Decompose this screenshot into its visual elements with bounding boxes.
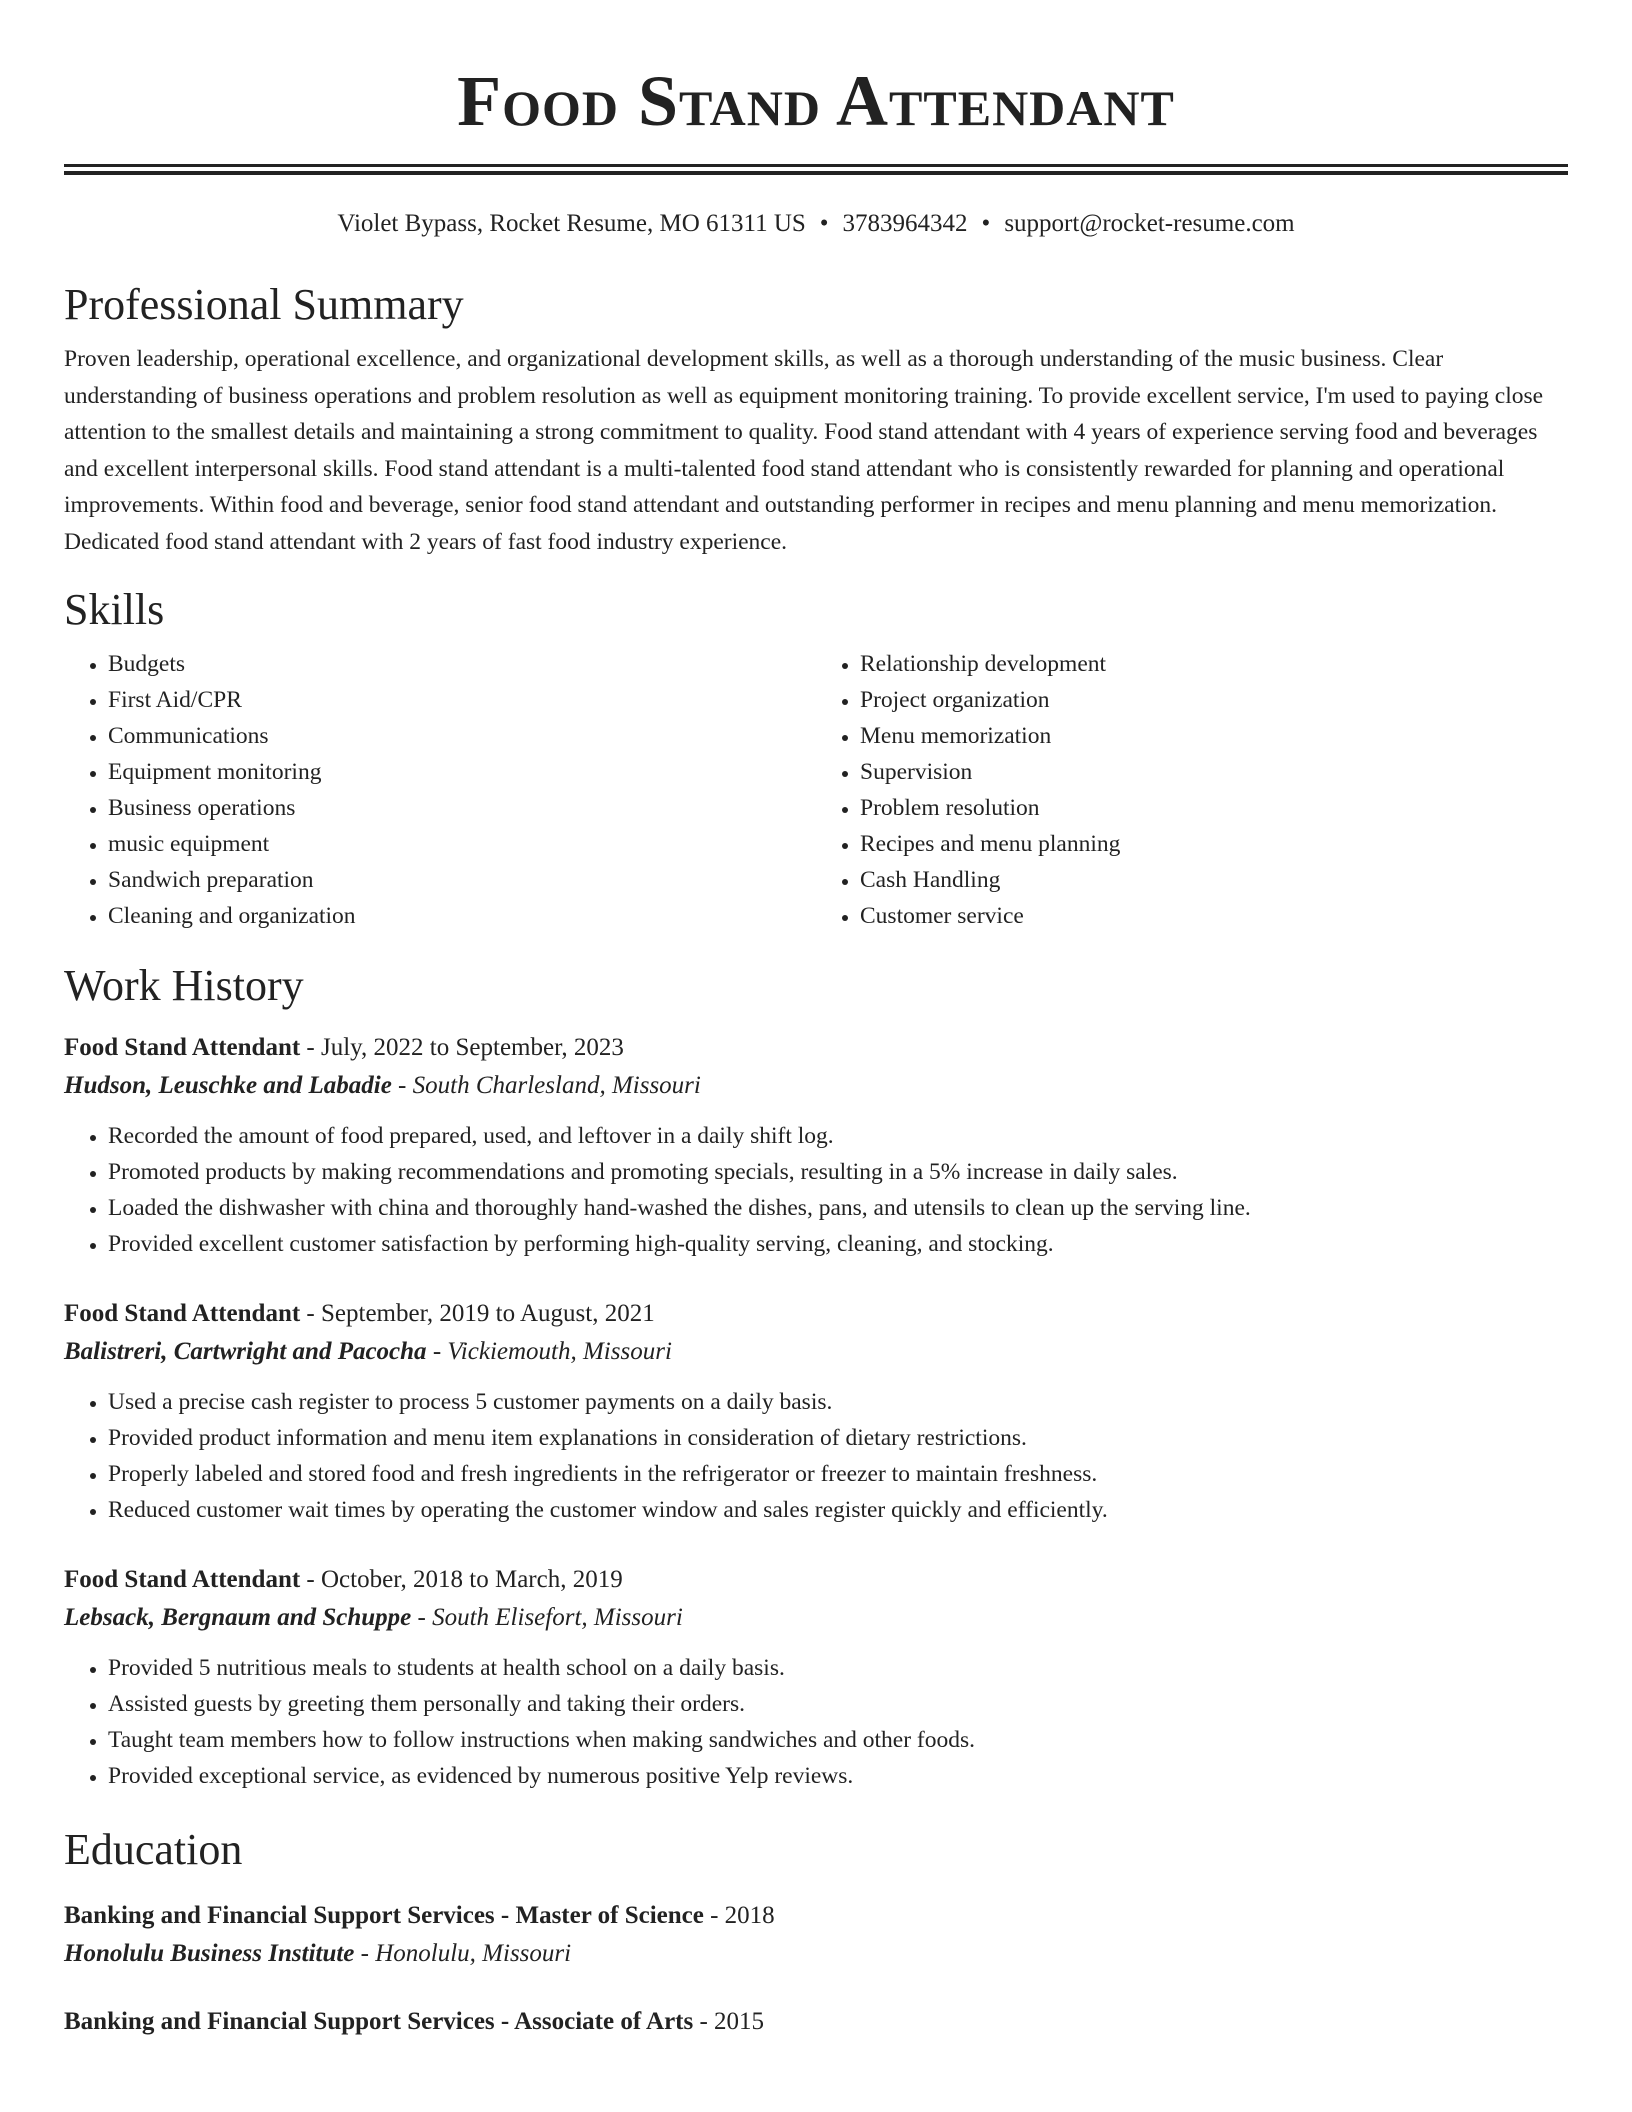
job-title: Food Stand Attendant bbox=[64, 1034, 301, 1061]
job-entry bbox=[64, 1562, 1568, 1794]
job-bullets bbox=[64, 1650, 1568, 1794]
job-company: Balistreri, Cartwright and Pacocha bbox=[64, 1338, 427, 1365]
job-bullet: • Provided 5 nutritious meals to students at health school on a daily basis. bbox=[108, 1650, 1568, 1686]
education-school-line bbox=[64, 1934, 1568, 1974]
job-bullets bbox=[64, 1118, 1568, 1262]
skill-item: • Communications bbox=[108, 718, 816, 754]
job-bullet: • Promoted products by making recommendations and promoting specials, resulting in a 5% increase in daily sales. bbox=[108, 1154, 1568, 1190]
education-location: - Honolulu, Missouri bbox=[360, 1940, 572, 1967]
job-company: Hudson, Leuschke and Labadie bbox=[64, 1072, 392, 1099]
job-bullet: • Assisted guests by greeting them personally and taking their orders. bbox=[108, 1686, 1568, 1722]
job-bullet: • Properly labeled and stored food and fresh ingredients in the refrigerator or freezer to maintain freshness. bbox=[108, 1456, 1568, 1492]
job-dates: - July, 2022 to September, 2023 bbox=[306, 1034, 624, 1061]
header-divider bbox=[64, 164, 1568, 175]
skill-item: • First Aid/CPR bbox=[108, 682, 816, 718]
job-bullet: • Used a precise cash register to process 5 customer payments on a daily basis. bbox=[108, 1384, 1568, 1420]
job-title-line bbox=[64, 1030, 1568, 1066]
skill-item: • Equipment monitoring bbox=[108, 754, 816, 790]
education-entry bbox=[64, 1898, 1568, 1974]
job-bullet: • Provided product information and menu item explanations in consideration of dietary restrictions. bbox=[108, 1420, 1568, 1456]
education-entry bbox=[64, 2004, 1568, 2040]
job-entry bbox=[64, 1296, 1568, 1528]
education-degree: Banking and Financial Support Services - Associate of Arts bbox=[64, 2008, 694, 2035]
skill-item: • Project organization bbox=[860, 682, 1568, 718]
skills-heading: Skills bbox=[64, 585, 165, 634]
skill-item: • Supervision bbox=[860, 754, 1568, 790]
job-title: Food Stand Attendant bbox=[64, 1566, 301, 1593]
skill-item: • Business operations bbox=[108, 790, 816, 826]
job-location: - Vickiemouth, Missouri bbox=[432, 1338, 672, 1365]
education-degree-line bbox=[64, 1898, 1568, 1934]
job-location: - South Charlesland, Missouri bbox=[398, 1072, 701, 1099]
job-bullets bbox=[64, 1384, 1568, 1528]
skill-item: • music equipment bbox=[108, 826, 816, 862]
contact-phone: 3783964342 bbox=[842, 210, 968, 237]
job-bullet: • Provided excellent customer satisfaction by performing high-quality serving, cleaning, and stocking. bbox=[108, 1226, 1568, 1262]
contact-separator: • bbox=[819, 210, 829, 237]
contact-line bbox=[64, 209, 1568, 239]
resume-name: Food Stand Attendant bbox=[457, 61, 1175, 141]
job-bullet: • Taught team members how to follow instructions when making sandwiches and other foods. bbox=[108, 1722, 1568, 1758]
work-history-heading: Work History bbox=[64, 961, 304, 1010]
job-company-line bbox=[64, 1332, 1568, 1372]
job-bullet: • Recorded the amount of food prepared, used, and leftover in a daily shift log. bbox=[108, 1118, 1568, 1154]
education-year: - 2015 bbox=[699, 2008, 765, 2035]
skills-column-left bbox=[64, 646, 816, 934]
job-entry bbox=[64, 1030, 1568, 1262]
skills-column-right bbox=[816, 646, 1568, 934]
job-title: Food Stand Attendant bbox=[64, 1300, 301, 1327]
education-heading: Education bbox=[64, 1825, 243, 1874]
skill-item: • Sandwich preparation bbox=[108, 862, 816, 898]
skill-item: • Menu memorization bbox=[860, 718, 1568, 754]
job-company: Lebsack, Bergnaum and Schuppe bbox=[64, 1604, 412, 1631]
job-title-line bbox=[64, 1296, 1568, 1332]
skills-list bbox=[64, 646, 1568, 934]
contact-separator: • bbox=[981, 210, 991, 237]
job-dates: - October, 2018 to March, 2019 bbox=[306, 1566, 623, 1593]
summary-text: Proven leadership, operational excellence, and organizational development skills, as well as a thorough understanding of the music business. Clear understanding of business operations and problem resolution as well as equipment monitoring training. To provide excellent service, I'm used to paying close attention to the smallest details and maintaining a strong commitment to quality. Food stand attendant with 4 years of experience serving food and beverages and excellent interpersonal skills. Food stand attendant is a multi-talented food stand attendant who is consistently rewarded for planning and operational improvements. Within food and beverage, senior food stand attendant and outstanding performer in recipes and menu planning and menu memorization. Dedicated food stand attendant with 2 years of fast food industry experience. bbox=[64, 346, 1544, 555]
job-bullet: • Reduced customer wait times by operating the customer window and sales register quickly and efficiently. bbox=[108, 1492, 1568, 1528]
skill-item: • Recipes and menu planning bbox=[860, 826, 1568, 862]
job-title-line bbox=[64, 1562, 1568, 1598]
skill-item: • Budgets bbox=[108, 646, 816, 682]
job-bullet: • Provided exceptional service, as evidenced by numerous positive Yelp reviews. bbox=[108, 1758, 1568, 1794]
education-school: Honolulu Business Institute bbox=[64, 1940, 355, 1967]
contact-email: support@rocket-resume.com bbox=[1004, 210, 1295, 237]
job-bullet: • Loaded the dishwasher with china and thoroughly hand-washed the dishes, pans, and utensils to clean up the serving line. bbox=[108, 1190, 1568, 1226]
skill-item: • Problem resolution bbox=[860, 790, 1568, 826]
education-year: - 2018 bbox=[710, 1902, 775, 1929]
job-dates: - September, 2019 to August, 2021 bbox=[306, 1300, 655, 1327]
education-degree: Banking and Financial Support Services - Master of Science bbox=[64, 1902, 704, 1929]
job-company-line bbox=[64, 1598, 1568, 1638]
skill-item: • Customer service bbox=[860, 898, 1568, 934]
job-location: - South Elisefort, Missouri bbox=[417, 1604, 683, 1631]
education-degree-line bbox=[64, 2004, 1568, 2040]
skill-item: • Cleaning and organization bbox=[108, 898, 816, 934]
summary-heading: Professional Summary bbox=[64, 280, 464, 329]
skill-item: • Cash Handling bbox=[860, 862, 1568, 898]
skill-item: • Relationship development bbox=[860, 646, 1568, 682]
job-company-line bbox=[64, 1066, 1568, 1106]
contact-address: Violet Bypass, Rocket Resume, MO 61311 US bbox=[337, 210, 806, 237]
